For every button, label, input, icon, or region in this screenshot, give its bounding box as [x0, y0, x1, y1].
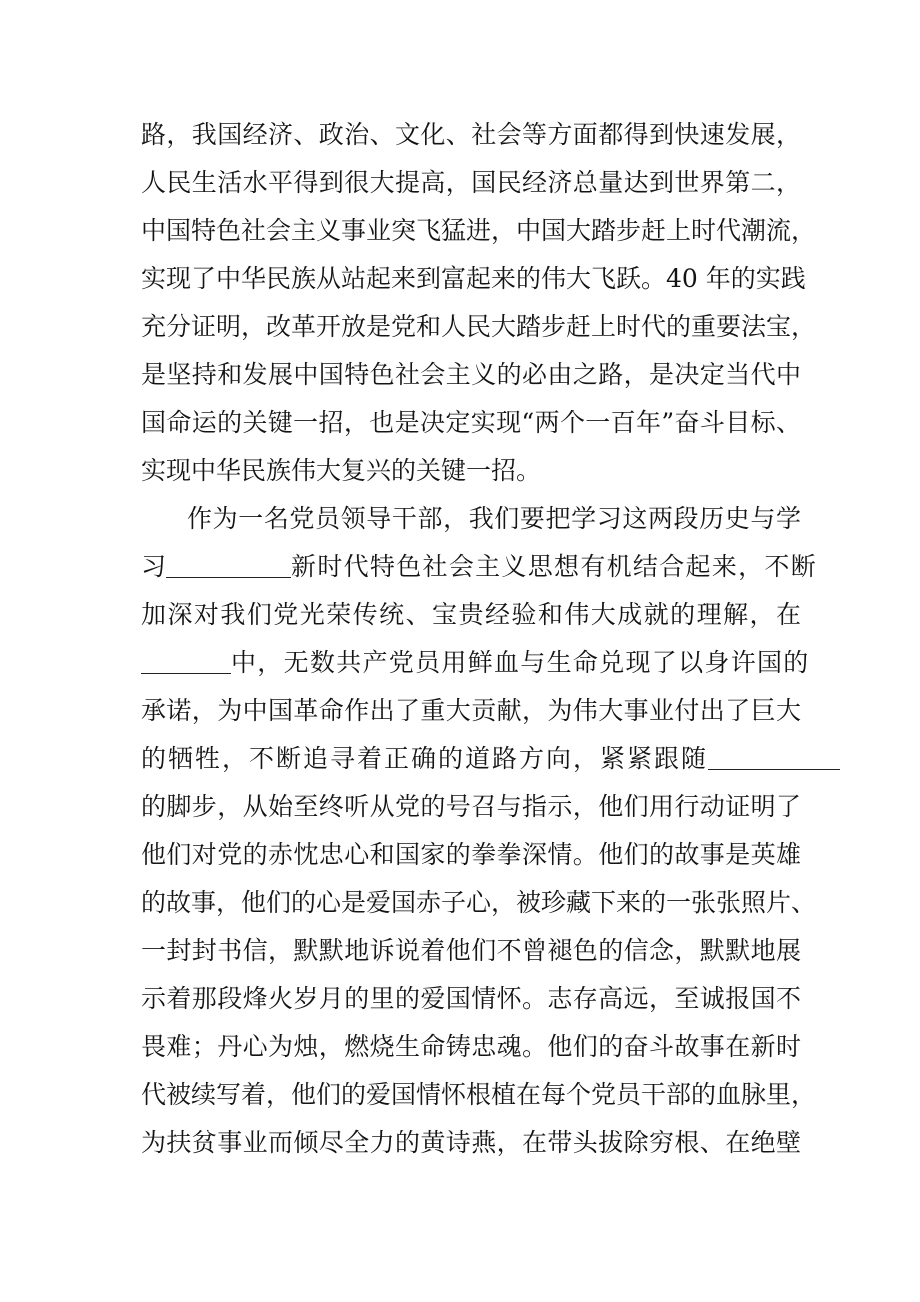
line-text-before-blank: 的牺牲，不断追寻着正确的道路方向，紧紧跟随	[141, 744, 709, 773]
text-line: 国命运的关键一招，也是决定实现“两个一百年”奋斗目标、	[141, 408, 801, 437]
text-line: 他们对党的赤忱忠心和国家的拳拳深情。他们的故事是英雄	[141, 840, 801, 869]
text-line: 实现中华民族伟大复兴的关键一招。	[141, 456, 542, 485]
text-line: 承诺，为中国革命作出了重大贡献，为伟大事业付出了巨大	[141, 696, 801, 725]
text-line: 充分证明，改革开放是党和人民大踏步赶上时代的重要法宝，	[141, 312, 817, 341]
text-line: 代被续写着，他们的爱国情怀根植在每个党员干部的血脉里，	[141, 1080, 817, 1109]
text-line: 实现了中华民族从站起来到富起来的伟大飞跃。40 年的实践	[141, 264, 806, 293]
text-line: 畏难；丹心为烛，燃烧生命铸忠魂。他们的奋斗故事在新时	[141, 1032, 801, 1061]
line-text-after-blank: 新时代特色社会主义思想有机结合起来，不断	[291, 552, 818, 581]
text-line: 的脚步，从始至终听从党的号召与指示，他们用行动证明了	[141, 792, 801, 821]
text-line: 示着那段烽火岁月的里的爱国情怀。志存高远，至诚报国不	[141, 984, 801, 1013]
fill-in-blank	[141, 672, 231, 674]
text-line: 是坚持和发展中国特色社会主义的必由之路，是决定当代中	[141, 360, 801, 389]
text-line: 的故事，他们的心是爱国赤子心，被珍藏下来的一张张照片、	[141, 888, 817, 917]
text-line-with-blank	[141, 739, 801, 779]
text-line: 一封封书信，默默地诉说着他们不曾褪色的信念，默默地展	[141, 936, 801, 965]
text-line: 路，我国经济、政治、文化、社会等方面都得到快速发展，	[141, 120, 801, 149]
text-line: 中国特色社会主义事业突飞猛进，中国大踏步赶上时代潮流，	[141, 216, 817, 245]
text-line: 人民生活水平得到很大提高，国民经济总量达到世界第二，	[141, 168, 801, 197]
text-line-with-blank	[141, 547, 818, 587]
line-text-before-blank: 习	[141, 552, 167, 581]
paragraph-first-line: 作为一名党员领导干部，我们要把学习这两段历史与学	[187, 504, 801, 533]
line-text-after-blank: 中，无数共产党员用鲜血与生命兑现了以身许国的	[231, 648, 810, 677]
fill-in-blank	[166, 576, 291, 578]
text-line: 为扶贫事业而倾尽全力的黄诗燕，在带头拔除穷根、在绝壁	[141, 1128, 801, 1157]
text-line-with-blank	[141, 643, 810, 683]
text-line: 加深对我们党光荣传统、宝贵经验和伟大成就的理解，在	[141, 600, 801, 629]
fill-in-blank	[708, 768, 840, 770]
